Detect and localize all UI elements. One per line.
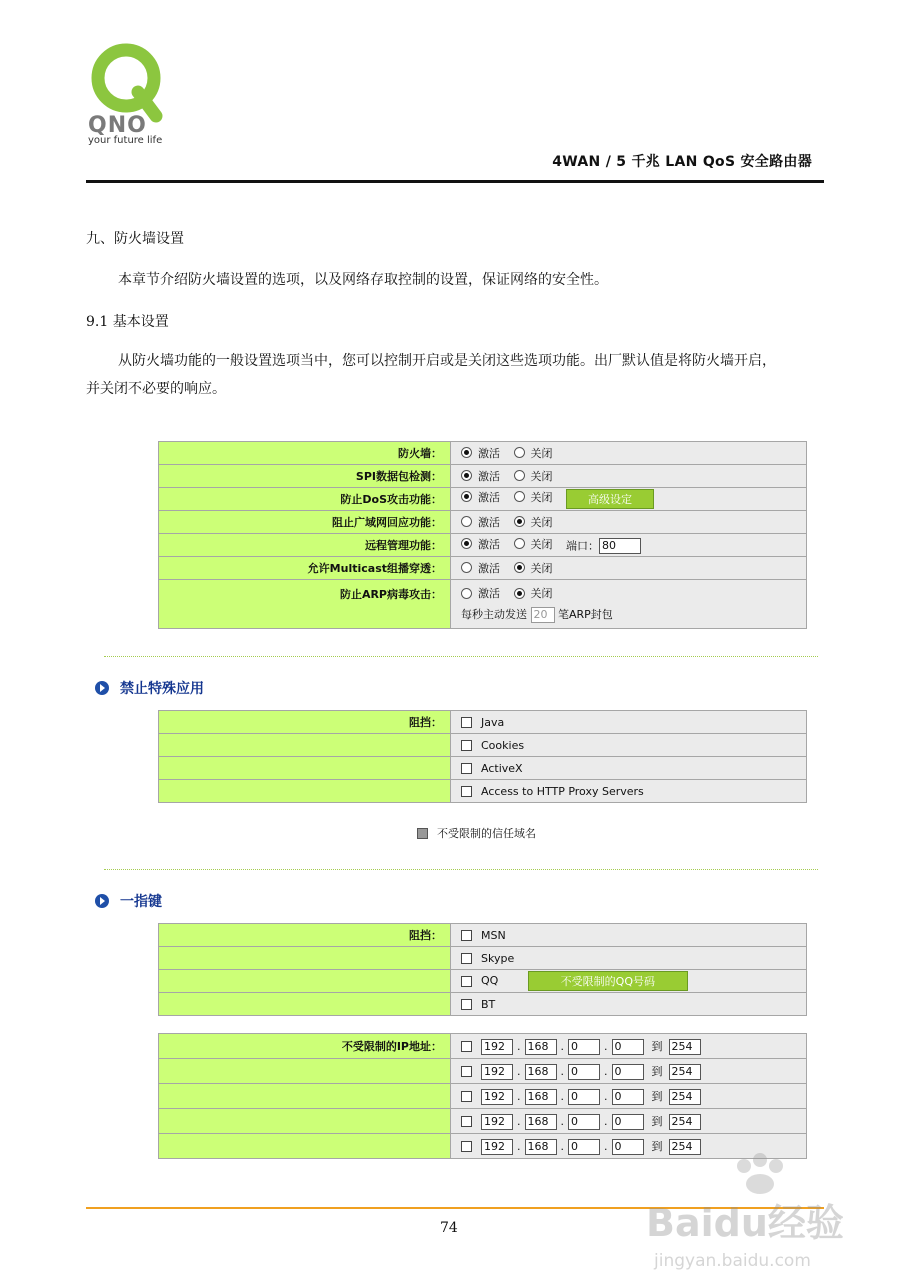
section-heading: 九、防火墙设置 bbox=[86, 231, 184, 247]
ip-range-row bbox=[451, 1034, 807, 1059]
http-proxy-checkbox[interactable]: Access to HTTP Proxy Servers bbox=[451, 780, 807, 803]
range-to-label: 到 bbox=[651, 1039, 663, 1053]
table-row bbox=[159, 734, 807, 757]
wan-response-off-radio[interactable]: 关闭 bbox=[514, 514, 553, 530]
dot-separator: . bbox=[517, 1039, 521, 1053]
radio-selected-icon bbox=[514, 516, 525, 527]
table-row bbox=[159, 580, 807, 629]
dos-toggle bbox=[451, 488, 807, 511]
radio-selected-icon bbox=[514, 562, 525, 573]
table-row bbox=[159, 488, 807, 511]
dot-separator: . bbox=[604, 1114, 608, 1128]
section-divider bbox=[104, 656, 818, 657]
unrestricted-qq-button[interactable]: 不受限制的QQ号码 bbox=[528, 971, 688, 991]
arp-rate-input[interactable]: 20 bbox=[531, 607, 555, 623]
dot-separator: . bbox=[517, 1089, 521, 1103]
ip-enable-checkbox[interactable] bbox=[461, 1041, 472, 1052]
table-row bbox=[159, 1059, 807, 1084]
checkbox-icon bbox=[461, 953, 472, 964]
ip-octet-2-input[interactable]: 168 bbox=[525, 1089, 557, 1105]
ip-octet-4-input[interactable]: 0 bbox=[612, 1139, 644, 1155]
dos-advanced-button[interactable]: 高级设定 bbox=[566, 489, 654, 509]
checkbox-icon bbox=[461, 930, 472, 941]
ip-range-end-input[interactable]: 254 bbox=[669, 1039, 701, 1055]
checkbox-icon bbox=[461, 717, 472, 728]
one-key-table bbox=[158, 923, 807, 1016]
skype-checkbox[interactable]: Skype bbox=[451, 947, 807, 970]
dot-separator: . bbox=[560, 1039, 564, 1053]
ip-octet-2-input[interactable]: 168 bbox=[525, 1064, 557, 1080]
ip-octet-4-input[interactable]: 0 bbox=[612, 1089, 644, 1105]
ip-octet-4-input[interactable]: 0 bbox=[612, 1064, 644, 1080]
dot-separator: . bbox=[517, 1064, 521, 1078]
remote-mgmt-toggle bbox=[451, 534, 807, 557]
multicast-on-radio[interactable]: 激活 bbox=[461, 560, 500, 576]
arp-rate-prefix: 每秒主动发送 bbox=[461, 607, 527, 621]
section-divider bbox=[104, 869, 818, 870]
table-row bbox=[159, 947, 807, 970]
arrow-bullet-icon bbox=[95, 681, 109, 695]
arp-toggle bbox=[451, 580, 807, 629]
ip-octet-1-input[interactable]: 192 bbox=[481, 1114, 513, 1130]
wan-response-on-radio[interactable]: 激活 bbox=[461, 514, 500, 530]
spi-off-radio[interactable]: 关闭 bbox=[514, 468, 553, 484]
radio-icon bbox=[514, 538, 525, 549]
qno-logo bbox=[86, 40, 181, 152]
ip-octet-3-input[interactable]: 0 bbox=[568, 1114, 600, 1130]
logo-wordmark: QNO bbox=[88, 113, 147, 135]
arrow-bullet-icon bbox=[95, 894, 109, 908]
ip-octet-1-input[interactable]: 192 bbox=[481, 1064, 513, 1080]
firewall-toggle bbox=[451, 442, 807, 465]
unrestricted-ip-table bbox=[158, 1033, 807, 1159]
row-label: 阻挡： bbox=[159, 924, 451, 947]
ip-range-end-input[interactable]: 254 bbox=[669, 1089, 701, 1105]
table-row bbox=[159, 757, 807, 780]
dot-separator: . bbox=[604, 1064, 608, 1078]
ip-octet-3-input[interactable]: 0 bbox=[568, 1039, 600, 1055]
table-row bbox=[159, 1034, 807, 1059]
ip-octet-1-input[interactable]: 192 bbox=[481, 1039, 513, 1055]
dot-separator: . bbox=[560, 1064, 564, 1078]
subsection-heading: 9.1 基本设置 bbox=[86, 314, 169, 330]
checkbox-icon bbox=[461, 976, 472, 987]
one-key-section-title: 一指键 bbox=[95, 891, 162, 911]
page-number: 74 bbox=[440, 1220, 458, 1236]
ip-enable-checkbox[interactable] bbox=[461, 1116, 472, 1127]
firewall-off-radio[interactable]: 关闭 bbox=[514, 445, 553, 461]
msn-checkbox[interactable]: MSN bbox=[451, 924, 807, 947]
table-row bbox=[159, 993, 807, 1016]
radio-selected-icon bbox=[461, 538, 472, 549]
watermark-url: jingyan.baidu.com bbox=[654, 1251, 811, 1271]
cookies-checkbox[interactable]: Cookies bbox=[451, 734, 807, 757]
arp-off-radio[interactable]: 关闭 bbox=[514, 585, 553, 601]
table-row bbox=[159, 780, 807, 803]
dot-separator: . bbox=[604, 1089, 608, 1103]
table-row bbox=[159, 534, 807, 557]
radio-selected-icon bbox=[461, 491, 472, 502]
ip-range-row bbox=[451, 1109, 807, 1134]
spi-toggle bbox=[451, 465, 807, 488]
multicast-toggle bbox=[451, 557, 807, 580]
ip-octet-3-input[interactable]: 0 bbox=[568, 1064, 600, 1080]
radio-icon bbox=[514, 491, 525, 502]
ip-range-end-input[interactable]: 254 bbox=[669, 1139, 701, 1155]
block-apps-table bbox=[158, 710, 807, 803]
intro-paragraph: 本章节介绍防火墙设置的选项，以及网络存取控制的设置，保证网络的安全性。 bbox=[118, 272, 608, 288]
spi-on-radio[interactable]: 激活 bbox=[461, 468, 500, 484]
range-to-label: 到 bbox=[651, 1089, 663, 1103]
row-label-empty bbox=[159, 780, 451, 803]
baidu-watermark bbox=[640, 1148, 870, 1276]
dos-off-radio[interactable]: 关闭 bbox=[514, 489, 553, 505]
table-row bbox=[159, 465, 807, 488]
ip-enable-checkbox[interactable] bbox=[461, 1066, 472, 1077]
row-label: 防火墙： bbox=[159, 442, 451, 465]
row-label: 不受限制的IP地址： bbox=[159, 1034, 451, 1059]
baidu-paw-icon bbox=[640, 1148, 870, 1276]
radio-icon bbox=[514, 470, 525, 481]
radio-selected-icon bbox=[514, 588, 525, 599]
ip-octet-2-input[interactable]: 168 bbox=[525, 1139, 557, 1155]
qno-logo-mark bbox=[86, 40, 181, 135]
range-to-label: 到 bbox=[651, 1114, 663, 1128]
ip-octet-1-input[interactable]: 192 bbox=[481, 1139, 513, 1155]
paragraph-line-2: 并关闭不必要的响应。 bbox=[86, 381, 226, 397]
qq-checkbox[interactable]: QQ bbox=[461, 974, 498, 987]
multicast-off-radio[interactable]: 关闭 bbox=[514, 560, 553, 576]
radio-selected-icon bbox=[461, 470, 472, 481]
checkbox-icon bbox=[461, 786, 472, 797]
row-label-empty bbox=[159, 1109, 451, 1134]
row-label-empty bbox=[159, 1134, 451, 1159]
table-row bbox=[159, 557, 807, 580]
table-row bbox=[159, 511, 807, 534]
ip-enable-checkbox[interactable] bbox=[461, 1141, 472, 1152]
dot-separator: . bbox=[517, 1114, 521, 1128]
table-row bbox=[159, 924, 807, 947]
row-label-empty bbox=[159, 947, 451, 970]
range-to-label: 到 bbox=[651, 1139, 663, 1153]
row-label-empty bbox=[159, 993, 451, 1016]
ip-octet-2-input[interactable]: 168 bbox=[525, 1039, 557, 1055]
port-label: 端口： bbox=[566, 539, 599, 553]
arp-on-radio[interactable]: 激活 bbox=[461, 585, 500, 601]
dot-separator: . bbox=[604, 1139, 608, 1153]
row-label: 防止ARP病毒攻击： bbox=[159, 580, 451, 629]
java-checkbox[interactable]: Java bbox=[451, 711, 807, 734]
row-label: 阻挡： bbox=[159, 711, 451, 734]
dot-separator: . bbox=[560, 1114, 564, 1128]
table-row bbox=[159, 442, 807, 465]
ip-octet-3-input[interactable]: 0 bbox=[568, 1089, 600, 1105]
document-header-title: 4WAN / 5 千兆 LAN QoS 安全路由器 bbox=[552, 154, 812, 170]
row-label-empty bbox=[159, 757, 451, 780]
activex-checkbox[interactable]: ActiveX bbox=[451, 757, 807, 780]
logo-tagline: your future life bbox=[88, 135, 163, 146]
ip-octet-4-input[interactable]: 0 bbox=[612, 1114, 644, 1130]
dot-separator: . bbox=[560, 1139, 564, 1153]
radio-icon bbox=[461, 588, 472, 599]
radio-icon bbox=[461, 562, 472, 573]
row-label: 允许Multicast组播穿透： bbox=[159, 557, 451, 580]
dot-separator: . bbox=[560, 1089, 564, 1103]
ip-enable-checkbox[interactable] bbox=[461, 1091, 472, 1102]
table-row bbox=[159, 1084, 807, 1109]
basic-firewall-table bbox=[158, 441, 807, 629]
table-row bbox=[159, 970, 807, 993]
checkbox-icon bbox=[461, 740, 472, 751]
dot-separator: . bbox=[604, 1039, 608, 1053]
port-input[interactable]: 80 bbox=[599, 538, 641, 554]
ip-range-row bbox=[451, 1084, 807, 1109]
radio-icon bbox=[461, 516, 472, 527]
bt-checkbox[interactable]: BT bbox=[451, 993, 807, 1016]
table-row bbox=[159, 711, 807, 734]
checkbox-icon bbox=[417, 828, 428, 839]
trusted-domain-checkbox[interactable]: 不受限制的信任域名 bbox=[417, 825, 536, 841]
wan-response-toggle bbox=[451, 511, 807, 534]
checkbox-icon bbox=[461, 763, 472, 774]
firewall-on-radio[interactable]: 激活 bbox=[461, 445, 500, 461]
watermark-brand: Baidu经验 bbox=[646, 1201, 844, 1245]
dos-on-radio[interactable]: 激活 bbox=[461, 489, 500, 505]
checkbox-icon bbox=[461, 999, 472, 1010]
table-row bbox=[159, 1109, 807, 1134]
ip-range-row bbox=[451, 1059, 807, 1084]
row-label-empty bbox=[159, 1059, 451, 1084]
ip-range-end-input[interactable]: 254 bbox=[669, 1114, 701, 1130]
radio-selected-icon bbox=[461, 447, 472, 458]
paragraph-line-1: 从防火墙功能的一般设置选项当中，您可以控制开启或是关闭这些选项功能。出厂默认值是将防火墙开启， bbox=[118, 353, 776, 369]
row-label: 防止DoS攻击功能： bbox=[159, 488, 451, 511]
row-label: 阻止广域网回应功能： bbox=[159, 511, 451, 534]
block-apps-section-title: 禁止特殊应用 bbox=[95, 678, 204, 698]
ip-octet-3-input[interactable]: 0 bbox=[568, 1139, 600, 1155]
arp-rate-suffix: 笔ARP封包 bbox=[558, 607, 613, 621]
range-to-label: 到 bbox=[651, 1064, 663, 1078]
ip-range-end-input[interactable]: 254 bbox=[669, 1064, 701, 1080]
header-divider bbox=[86, 180, 824, 183]
row-label-empty bbox=[159, 734, 451, 757]
dot-separator: . bbox=[517, 1139, 521, 1153]
qq-row bbox=[451, 970, 807, 993]
ip-octet-1-input[interactable]: 192 bbox=[481, 1089, 513, 1105]
row-label: 远程管理功能： bbox=[159, 534, 451, 557]
row-label-empty bbox=[159, 1084, 451, 1109]
radio-icon bbox=[514, 447, 525, 458]
remote-mgmt-off-radio[interactable]: 关闭 bbox=[514, 536, 553, 552]
row-label: SPI数据包检测： bbox=[159, 465, 451, 488]
ip-octet-2-input[interactable]: 168 bbox=[525, 1114, 557, 1130]
remote-mgmt-on-radio[interactable]: 激活 bbox=[461, 536, 500, 552]
ip-octet-4-input[interactable]: 0 bbox=[612, 1039, 644, 1055]
row-label-empty bbox=[159, 970, 451, 993]
